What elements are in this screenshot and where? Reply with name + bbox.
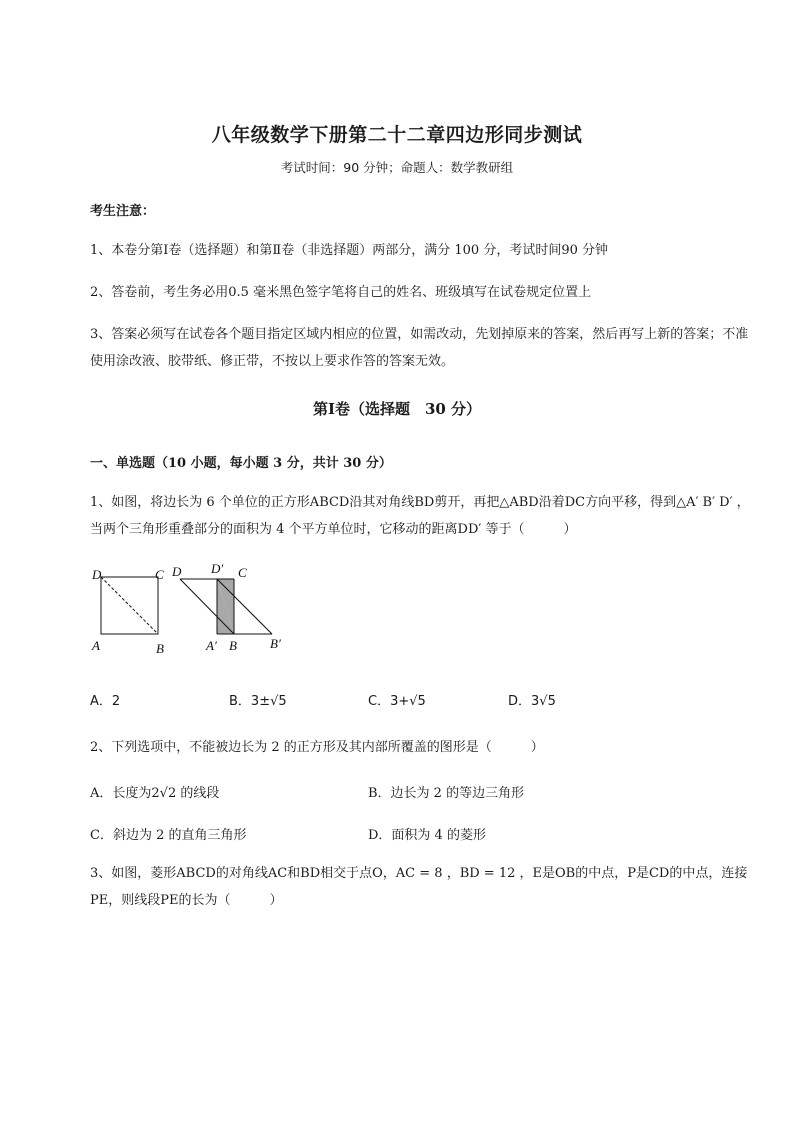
part-heading: 一、单选题（10 小题，每小题 3 分，共计 30 分）	[90, 456, 392, 471]
notice-item-1: 1、本卷分第Ⅰ卷（选择题）和第Ⅱ卷（非选择题）两部分，满分 100 分，考试时间90 分钟	[90, 243, 608, 258]
page-title: 八年级数学下册第二十二章四边形同步测试	[211, 124, 583, 146]
question-2-text: 2、下列选项中，不能被边长为 2 的正方形及其内部所覆盖的图形是（ ）	[90, 740, 544, 755]
label-B: B	[156, 641, 164, 656]
notice-item-3: 3、答案必须写在试卷各个题目指定区域内相应的位置，如需改动，先划掉原来的答案，然后再写上新的答案；不准使用涂改液、胶带纸、修正带，不按以上要求作答的答案无效。	[90, 327, 749, 369]
section-title: 第Ⅰ卷（选择题 30 分）	[312, 400, 482, 418]
label-C: C	[155, 567, 164, 582]
question-3-text: 3、如图，菱形ABCD的对角线AC和BD相交于点O，AC = 8 ，BD = 12 ，E是OB的中点，P是CD的中点，连接PE，则线段PE的长为（ ）	[90, 866, 748, 908]
notice-heading: 考生注意：	[90, 204, 156, 219]
label-A: A	[92, 638, 100, 653]
label-D: D	[92, 567, 102, 582]
question-1-option-b[interactable]: B．3±√5	[229, 694, 287, 709]
label-A-prime: A′	[206, 638, 217, 653]
question-1-text: 1、如图，将边长为 6 个单位的正方形ABCD沿其对角线BD剪开，再把△ABD沿着DC方向平移，得到△A′ B′ D′ ，当两个三角形重叠部分的面积为 4 个平方单位时，它移动的距离DD′ 等于（ ）	[90, 495, 750, 537]
question-2-option-c[interactable]: C．斜边为 2 的直角三角形	[90, 828, 247, 843]
label-D-prime: D′	[211, 561, 224, 576]
label-C: C	[238, 565, 247, 580]
label-B-prime: B′	[270, 636, 281, 651]
question-1-option-c[interactable]: C．3+√5	[368, 694, 426, 709]
question-2-option-d[interactable]: D．面积为 4 的菱形	[368, 828, 486, 843]
label-B: B	[229, 638, 237, 653]
question-1-option-d[interactable]: D．3√5	[508, 694, 556, 709]
question-2-option-b[interactable]: B．边长为 2 的等边三角形	[368, 786, 525, 801]
label-D: D	[172, 564, 182, 579]
exam-info: 考试时间：90 分钟；命题人：数学教研组	[280, 160, 514, 175]
question-2-option-a[interactable]: A．长度为2√2 的线段	[90, 786, 220, 801]
question-1-option-a[interactable]: A．2	[90, 694, 121, 709]
question-1-figure-right	[170, 562, 290, 657]
notice-item-2: 2、答卷前，考生务必用0.5 毫米黑色签字笔将自己的姓名、班级填写在试卷规定位置上	[90, 285, 592, 300]
question-1-figure-left	[88, 562, 178, 657]
